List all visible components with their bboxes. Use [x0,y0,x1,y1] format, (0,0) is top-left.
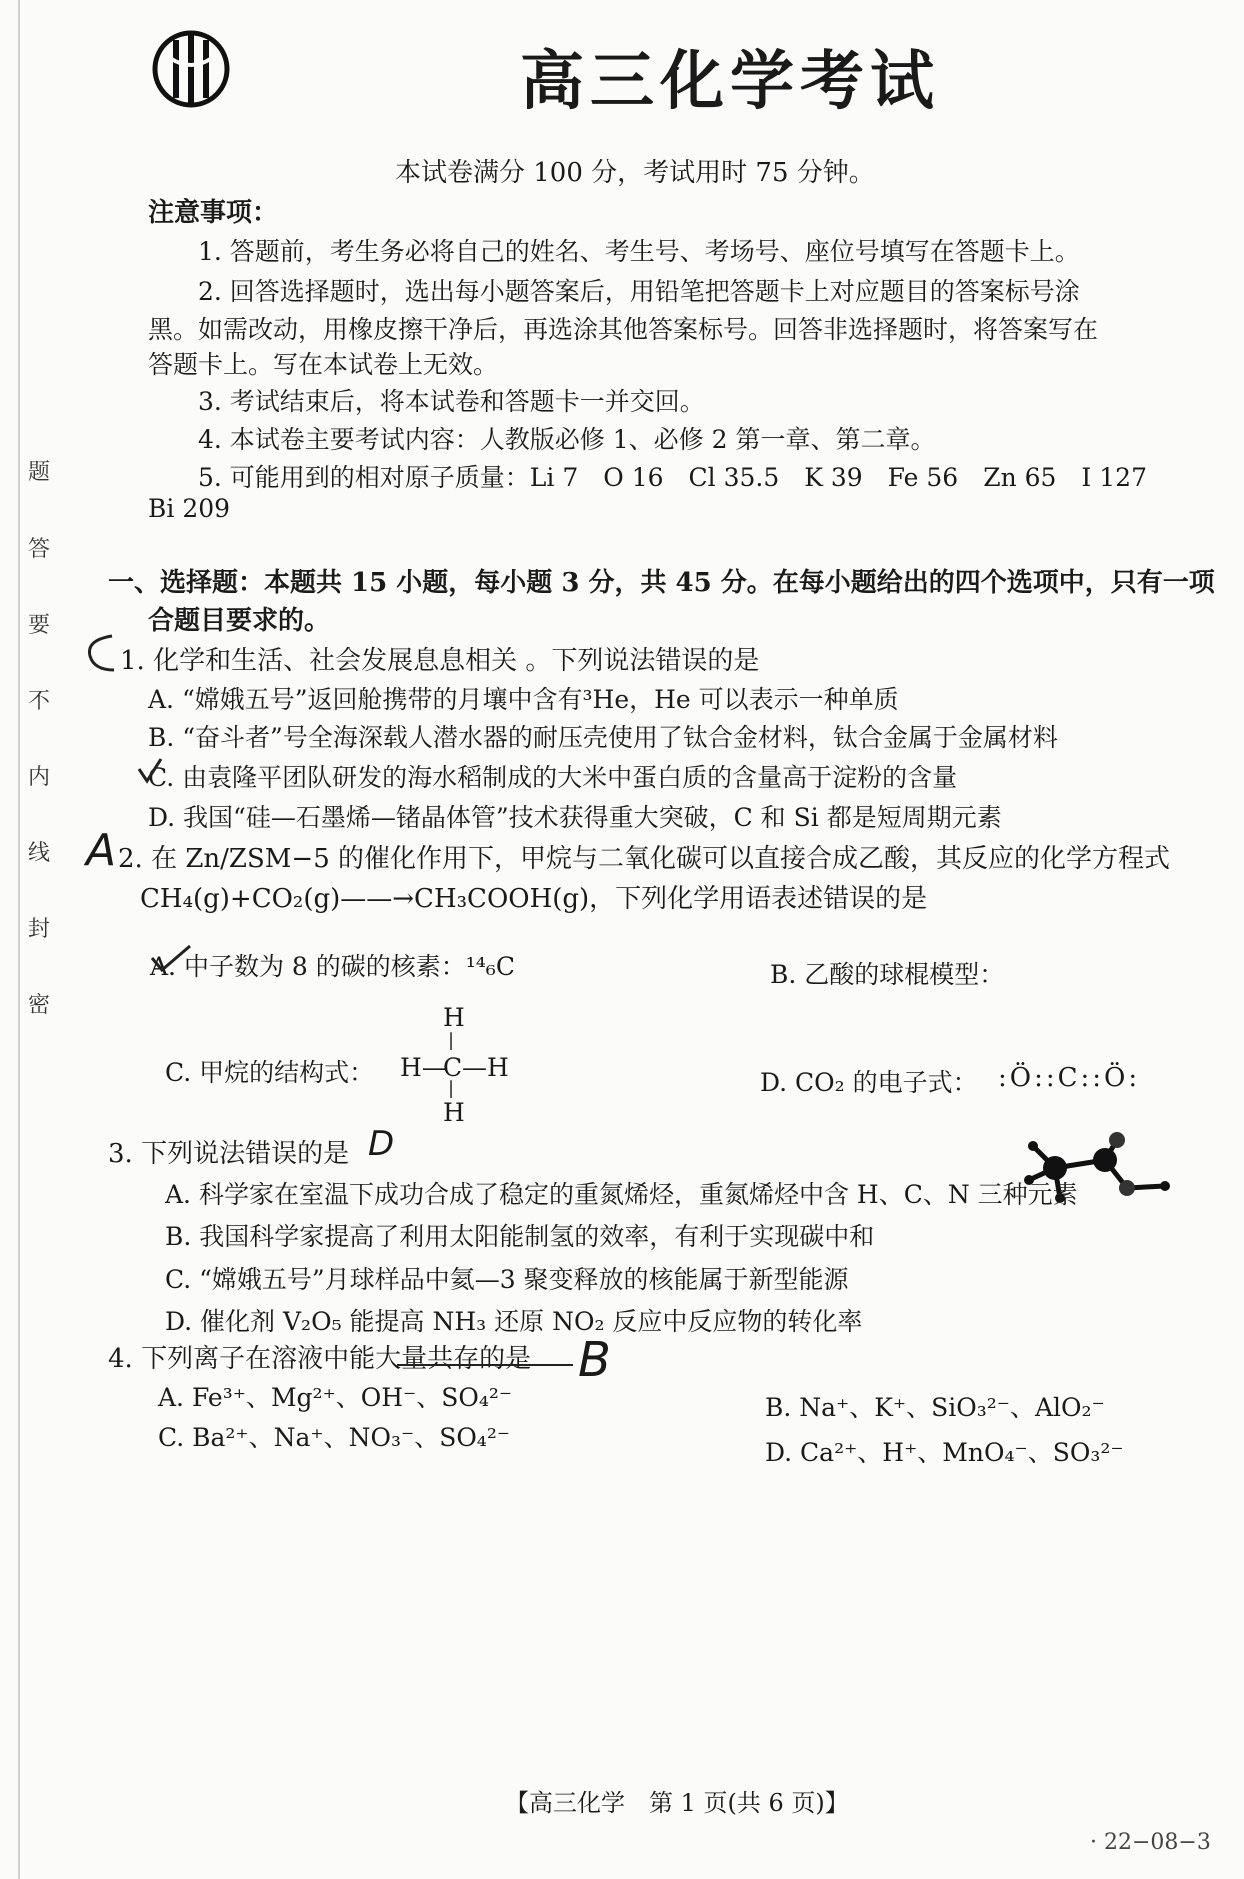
struct-h-left: H— [400,1053,447,1082]
exam-subtitle: 本试卷满分 100 分，考试用时 75 分钟。 [395,158,875,188]
model-atom [1093,1148,1117,1172]
side-char: 密 [28,993,51,1018]
option-d: D. CO₂ 的电子式： [760,1068,978,1097]
notice-line: 答题卡上。写在本试卷上无效。 [148,350,499,379]
handwritten-check-mark [135,755,165,785]
option-b: B. “奋斗者”号全海深载人潜水器的耐压壳使用了钛合金材料，钛合金属于金属材料 [148,723,1058,752]
handwritten-answer-q4: B [578,1332,611,1388]
model-atom [1160,1181,1170,1191]
notice-heading: 注意事项： [148,198,279,228]
side-char: 要 [28,613,51,638]
struct-h-top: H [443,1003,465,1032]
option-d: D. 催化剂 V₂O₅ 能提高 NH₃ 还原 NO₂ 反应中反应物的转化率 [165,1307,863,1336]
section-heading-cont: 合题目要求的。 [148,606,331,636]
struct-h-right: —H [462,1053,509,1082]
notice-line: 5. 可能用到的相对原子质量：Li 7 O 16 Cl 35.5 K 39 Fe 56 Zn 65 I 127 [198,463,1147,492]
option-c: C. “嫦娥五号”月球样品中氦—3 聚变释放的核能属于新型能源 [165,1265,849,1294]
option-a: A. “嫦娥五号”返回舱携带的月壤中含有³He，He 可以表示一种单质 [148,685,899,714]
handwritten-bracket-mark [80,630,120,680]
page-footer: 【高三化学 第 1 页(共 6 页)】 [505,1789,849,1817]
model-atom [1028,1141,1038,1151]
side-char: 内 [28,765,51,790]
side-char: 不 [28,689,51,714]
option-a: A. Fe³⁺、Mg²⁺、OH⁻、SO₄²⁻ [158,1383,513,1412]
notice-line: Bi 209 [148,494,231,523]
option-b: B. 乙酸的球棍模型： [770,960,1005,989]
option-a: A. 中子数为 8 的碳的核素：¹⁴₆C [150,952,515,981]
notice-line: 1. 答题前，考生务必将自己的姓名、考生号、考场号、座位号填写在答题卡上。 [198,237,1080,266]
question-stem: 4. 下列离子在溶液中能大量共存的是 [108,1344,532,1374]
option-d: D. 我国“硅—石墨烯—锗晶体管”技术获得重大突破，C 和 Si 都是短周期元素 [148,803,1002,832]
notice-line: 2. 回答选择题时，选出每小题答案后，用铅笔把答题卡上对应题目的答案标号涂 [198,277,1080,306]
co2-electron-formula: :Ö::C::Ö: [998,1063,1141,1093]
side-char: 答 [28,537,51,562]
option-b: B. Na⁺、K⁺、SiO₃²⁻、AlO₂⁻ [765,1393,1105,1422]
handwritten-underline [395,1360,575,1370]
section-heading: 一、选择题：本题共 15 小题，每小题 3 分，共 45 分。在每小题给出的四个选项中，只有一项 [108,568,1215,598]
struct-c-center: C [443,1053,463,1082]
reaction-equation: CH₄(g)+CO₂(g)——→CH₃COOH(g)，下列化学用语表述错误的是 [140,884,928,914]
question-stem: 3. 下列说法错误的是 [108,1139,350,1169]
model-atom [1119,1180,1135,1196]
model-atom [1109,1132,1125,1148]
handwritten-answer-q3: D [368,1124,395,1164]
handwritten-answer-q2: A [86,825,117,876]
question-stem: 1. 化学和生活、社会发展息息相关 。下列说法错误的是 [120,646,760,676]
publisher-logo [150,28,232,110]
binding-margin-rule [18,0,20,1879]
option-a: A. 科学家在室温下成功合成了稳定的重氮烯烃，重氮烯烃中含 H、C、N 三种元素 [165,1180,1078,1209]
option-c: C. 甲烷的结构式： [165,1058,375,1087]
option-d: D. Ca²⁺、H⁺、MnO₄⁻、SO₃²⁻ [765,1438,1124,1467]
page-title: 高三化学考试 [520,44,940,119]
option-c: C. 由袁隆平团队研发的海水稻制成的大米中蛋白质的含量高于淀粉的含量 [148,763,958,792]
option-b: B. 我国科学家提高了利用太阳能制氢的效率，有利于实现碳中和 [165,1222,875,1251]
struct-h-bottom: H [443,1098,465,1127]
notice-line: 3. 考试结束后，将本试卷和答题卡一并交回。 [198,387,705,416]
print-code: · 22−08−3 [1090,1830,1211,1855]
notice-line: 4. 本试卷主要考试内容：人教版必修 1、必修 2 第一章、第二章。 [198,425,936,454]
side-char: 封 [28,917,51,942]
question-stem: 2. 在 Zn/ZSM−5 的催化作用下，甲烷与二氧化碳可以直接合成乙酸，其反应的化学方程式 [118,844,1170,874]
handwritten-cross-mark [150,944,192,974]
option-c: C. Ba²⁺、Na⁺、NO₃⁻、SO₄²⁻ [158,1423,511,1452]
notice-line: 黑。如需改动，用橡皮擦干净后，再选涂其他答案标号。回答非选择题时，将答案写在 [148,315,1099,344]
side-char: 线 [28,841,51,866]
side-char: 题 [28,460,51,485]
